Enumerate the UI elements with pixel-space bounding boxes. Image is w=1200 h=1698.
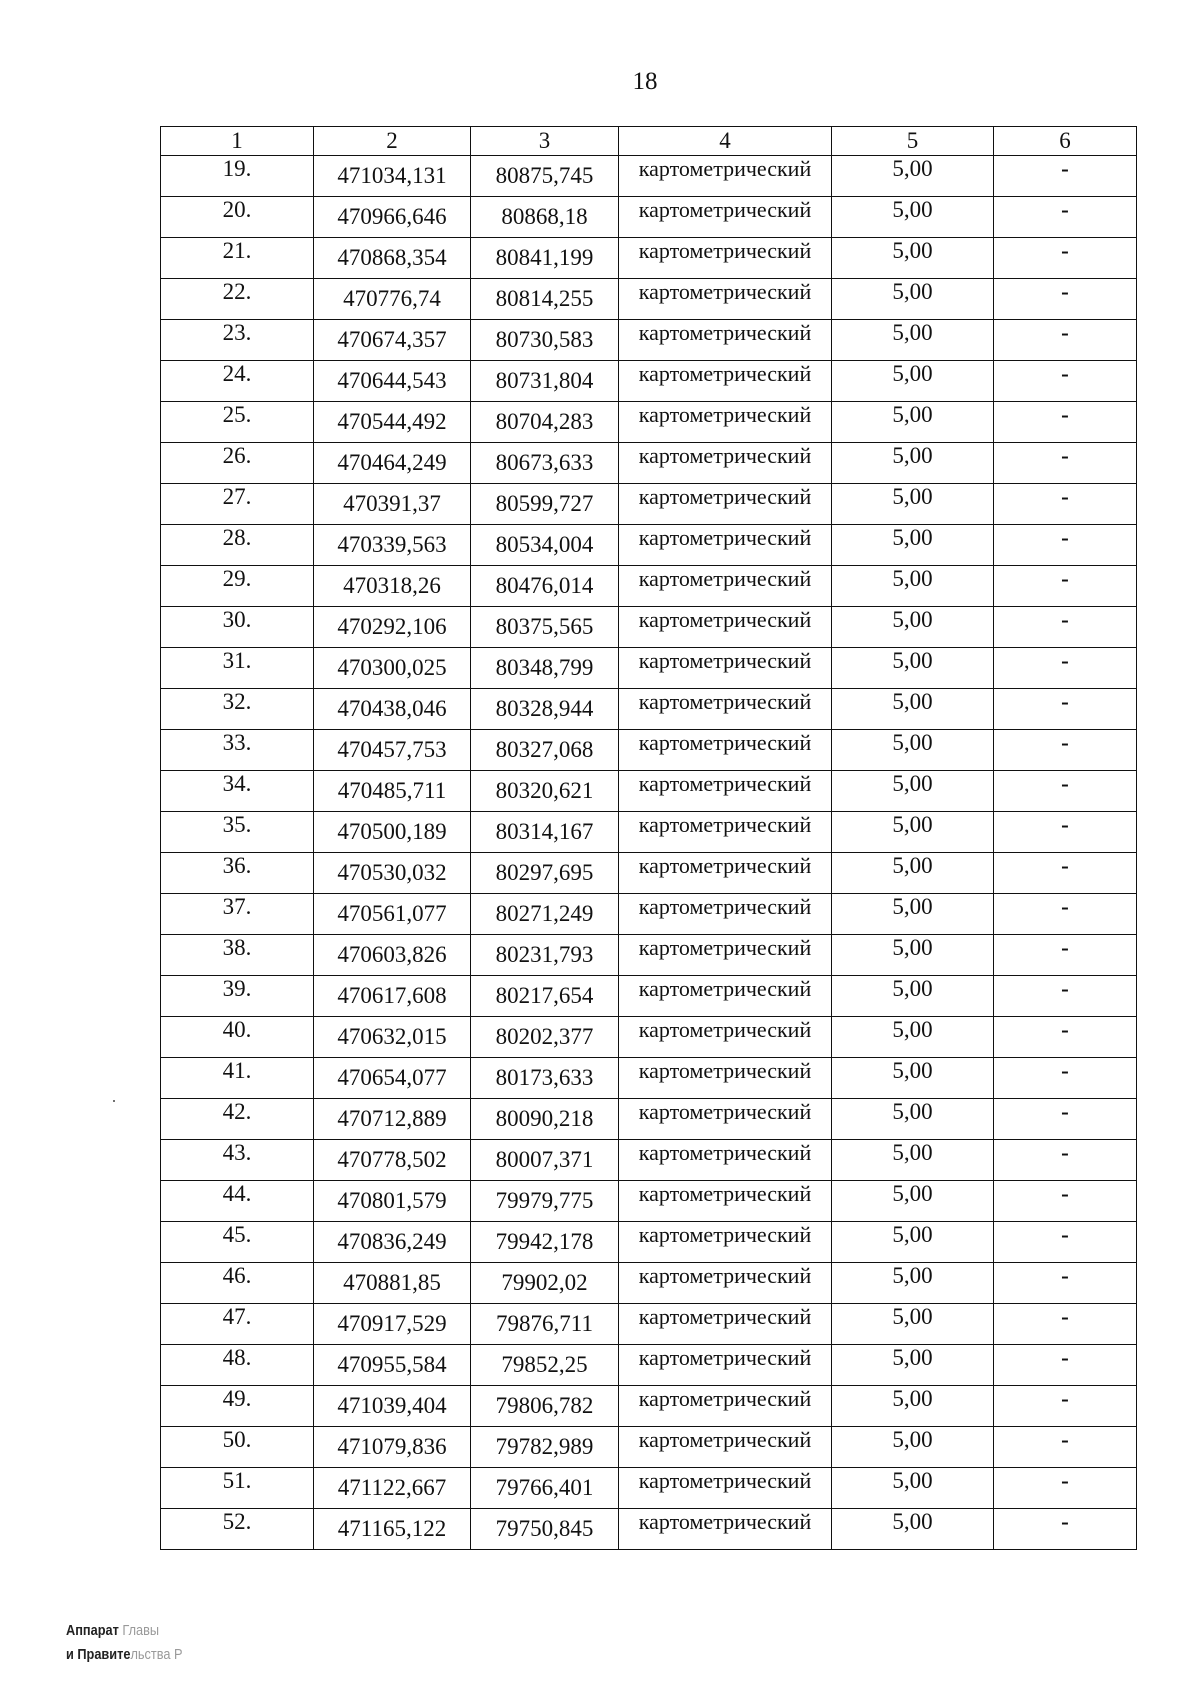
point-number-cell: 28. (161, 525, 314, 566)
coordinate-x-cell: 471079,836 (314, 1427, 471, 1468)
coordinate-y-cell: 79806,782 (471, 1386, 619, 1427)
coordinate-x-cell: 470836,249 (314, 1222, 471, 1263)
table-row (161, 935, 1137, 976)
coordinate-x-cell: 470955,584 (314, 1345, 471, 1386)
error-value-cell: 5,00 (832, 361, 994, 402)
method-cell: картометрический (619, 238, 832, 279)
point-number-cell: 37. (161, 894, 314, 935)
method-cell: картометрический (619, 361, 832, 402)
coordinate-y-cell: 79942,178 (471, 1222, 619, 1263)
note-cell: - (994, 566, 1137, 607)
coordinate-x-cell: 471034,131 (314, 156, 471, 197)
error-value-cell: 5,00 (832, 1386, 994, 1427)
note-cell: - (994, 1099, 1137, 1140)
stamp-line-1-faded: Главы (122, 1622, 160, 1639)
method-cell: картометрический (619, 976, 832, 1017)
coordinate-y-cell: 80173,633 (471, 1058, 619, 1099)
point-number-cell: 47. (161, 1304, 314, 1345)
method-cell: картометрический (619, 812, 832, 853)
table-row (161, 648, 1137, 689)
column-header-2: 2 (314, 127, 471, 156)
coordinate-x-cell: 470917,529 (314, 1304, 471, 1345)
coordinate-x-cell: 470391,37 (314, 484, 471, 525)
method-cell: картометрический (619, 1345, 832, 1386)
coordinate-x-cell: 470654,077 (314, 1058, 471, 1099)
table-row (161, 771, 1137, 812)
coordinate-x-cell: 470438,046 (314, 689, 471, 730)
coordinate-x-cell: 470881,85 (314, 1263, 471, 1304)
coordinate-x-cell: 470561,077 (314, 894, 471, 935)
point-number-cell: 34. (161, 771, 314, 812)
table-row (161, 525, 1137, 566)
coordinate-x-cell: 470778,502 (314, 1140, 471, 1181)
coordinate-x-cell: 470966,646 (314, 197, 471, 238)
point-number-cell: 51. (161, 1468, 314, 1509)
point-number-cell: 38. (161, 935, 314, 976)
table-row (161, 853, 1137, 894)
stamp (66, 1619, 183, 1667)
table-row (161, 976, 1137, 1017)
column-header-1: 1 (161, 127, 314, 156)
point-number-cell: 35. (161, 812, 314, 853)
method-cell: картометрический (619, 402, 832, 443)
table-header (161, 127, 1137, 156)
method-cell: картометрический (619, 1509, 832, 1550)
coordinate-x-cell: 470603,826 (314, 935, 471, 976)
method-cell: картометрический (619, 1304, 832, 1345)
coordinate-y-cell: 80231,793 (471, 935, 619, 976)
coordinate-y-cell: 79766,401 (471, 1468, 619, 1509)
point-number-cell: 42. (161, 1099, 314, 1140)
method-cell: картометрический (619, 1222, 832, 1263)
coordinate-y-cell: 79979,775 (471, 1181, 619, 1222)
coordinate-y-cell: 80375,565 (471, 607, 619, 648)
error-value-cell: 5,00 (832, 279, 994, 320)
coordinate-x-cell: 470617,608 (314, 976, 471, 1017)
method-cell: картометрический (619, 1017, 832, 1058)
method-cell: картометрический (619, 566, 832, 607)
coordinate-y-cell: 79876,711 (471, 1304, 619, 1345)
note-cell: - (994, 1468, 1137, 1509)
error-value-cell: 5,00 (832, 238, 994, 279)
method-cell: картометрический (619, 484, 832, 525)
note-cell: - (994, 812, 1137, 853)
method-cell: картометрический (619, 1427, 832, 1468)
error-value-cell: 5,00 (832, 1058, 994, 1099)
coordinate-x-cell: 470300,025 (314, 648, 471, 689)
coordinate-y-cell: 80217,654 (471, 976, 619, 1017)
point-number-cell: 49. (161, 1386, 314, 1427)
header-row (161, 127, 1137, 156)
error-value-cell: 5,00 (832, 689, 994, 730)
note-cell: - (994, 935, 1137, 976)
coordinate-y-cell: 80731,804 (471, 361, 619, 402)
method-cell: картометрический (619, 689, 832, 730)
column-header-6: 6 (994, 127, 1137, 156)
table-row (161, 1222, 1137, 1263)
coordinate-y-cell: 80314,167 (471, 812, 619, 853)
note-cell: - (994, 238, 1137, 279)
coordinate-x-cell: 471165,122 (314, 1509, 471, 1550)
method-cell: картометрический (619, 525, 832, 566)
table-row (161, 156, 1137, 197)
coordinate-y-cell: 80814,255 (471, 279, 619, 320)
coordinate-x-cell: 470318,26 (314, 566, 471, 607)
point-number-cell: 21. (161, 238, 314, 279)
note-cell: - (994, 1058, 1137, 1099)
error-value-cell: 5,00 (832, 1427, 994, 1468)
note-cell: - (994, 320, 1137, 361)
table-row (161, 1099, 1137, 1140)
note-cell: - (994, 1222, 1137, 1263)
table-body (161, 156, 1137, 1550)
coordinate-x-cell: 471122,667 (314, 1468, 471, 1509)
note-cell: - (994, 771, 1137, 812)
coordinate-x-cell: 470632,015 (314, 1017, 471, 1058)
error-value-cell: 5,00 (832, 197, 994, 238)
coordinate-y-cell: 79750,845 (471, 1509, 619, 1550)
method-cell: картометрический (619, 771, 832, 812)
note-cell: - (994, 402, 1137, 443)
error-value-cell: 5,00 (832, 1304, 994, 1345)
note-cell: - (994, 1263, 1137, 1304)
coordinate-x-cell: 470292,106 (314, 607, 471, 648)
coordinate-y-cell: 80327,068 (471, 730, 619, 771)
coordinates-table (160, 126, 1137, 1550)
point-number-cell: 22. (161, 279, 314, 320)
stamp-line-2-faded: льства Р (130, 1646, 183, 1663)
table-row (161, 402, 1137, 443)
point-number-cell: 30. (161, 607, 314, 648)
note-cell: - (994, 730, 1137, 771)
coordinate-y-cell: 80271,249 (471, 894, 619, 935)
method-cell: картометрический (619, 1058, 832, 1099)
error-value-cell: 5,00 (832, 812, 994, 853)
point-number-cell: 48. (161, 1345, 314, 1386)
table-row (161, 361, 1137, 402)
note-cell: - (994, 648, 1137, 689)
point-number-cell: 46. (161, 1263, 314, 1304)
coordinate-y-cell: 80868,18 (471, 197, 619, 238)
table-row (161, 1345, 1137, 1386)
coordinate-y-cell: 80348,799 (471, 648, 619, 689)
stamp-line-1-bold: Аппарат (66, 1622, 119, 1639)
coordinate-y-cell: 80673,633 (471, 443, 619, 484)
point-number-cell: 44. (161, 1181, 314, 1222)
table-row (161, 1427, 1137, 1468)
error-value-cell: 5,00 (832, 648, 994, 689)
point-number-cell: 45. (161, 1222, 314, 1263)
error-value-cell: 5,00 (832, 976, 994, 1017)
table-row (161, 320, 1137, 361)
method-cell: картометрический (619, 1263, 832, 1304)
method-cell: картометрический (619, 1386, 832, 1427)
error-value-cell: 5,00 (832, 935, 994, 976)
note-cell: - (994, 894, 1137, 935)
point-number-cell: 24. (161, 361, 314, 402)
scan-speck (113, 1100, 115, 1102)
table-row (161, 279, 1137, 320)
point-number-cell: 26. (161, 443, 314, 484)
note-cell: - (994, 484, 1137, 525)
coordinate-x-cell: 470801,579 (314, 1181, 471, 1222)
coordinate-y-cell: 80599,727 (471, 484, 619, 525)
point-number-cell: 32. (161, 689, 314, 730)
stamp-line-2 (66, 1643, 183, 1667)
note-cell: - (994, 1304, 1137, 1345)
method-cell: картометрический (619, 197, 832, 238)
table-row (161, 1468, 1137, 1509)
table-row (161, 1386, 1137, 1427)
error-value-cell: 5,00 (832, 443, 994, 484)
point-number-cell: 52. (161, 1509, 314, 1550)
coordinate-x-cell: 470485,711 (314, 771, 471, 812)
coordinate-y-cell: 80320,621 (471, 771, 619, 812)
coordinate-y-cell: 80841,199 (471, 238, 619, 279)
point-number-cell: 20. (161, 197, 314, 238)
coordinate-y-cell: 80202,377 (471, 1017, 619, 1058)
method-cell: картометрический (619, 607, 832, 648)
error-value-cell: 5,00 (832, 1222, 994, 1263)
coordinate-y-cell: 79902,02 (471, 1263, 619, 1304)
method-cell: картометрический (619, 156, 832, 197)
error-value-cell: 5,00 (832, 894, 994, 935)
coordinate-y-cell: 80730,583 (471, 320, 619, 361)
coordinate-x-cell: 470776,74 (314, 279, 471, 320)
error-value-cell: 5,00 (832, 1181, 994, 1222)
method-cell: картометрический (619, 853, 832, 894)
note-cell: - (994, 1140, 1137, 1181)
coordinate-x-cell: 470457,753 (314, 730, 471, 771)
error-value-cell: 5,00 (832, 607, 994, 648)
coordinate-y-cell: 80476,014 (471, 566, 619, 607)
method-cell: картометрический (619, 443, 832, 484)
error-value-cell: 5,00 (832, 1468, 994, 1509)
error-value-cell: 5,00 (832, 1099, 994, 1140)
table-row (161, 1140, 1137, 1181)
point-number-cell: 33. (161, 730, 314, 771)
note-cell: - (994, 1509, 1137, 1550)
coordinate-x-cell: 470544,492 (314, 402, 471, 443)
table-row (161, 1263, 1137, 1304)
coordinate-y-cell: 80328,944 (471, 689, 619, 730)
note-cell: - (994, 197, 1137, 238)
column-header-5: 5 (832, 127, 994, 156)
coordinate-y-cell: 80875,745 (471, 156, 619, 197)
coordinate-x-cell: 470339,563 (314, 525, 471, 566)
error-value-cell: 5,00 (832, 1509, 994, 1550)
note-cell: - (994, 443, 1137, 484)
error-value-cell: 5,00 (832, 484, 994, 525)
point-number-cell: 27. (161, 484, 314, 525)
table-row (161, 443, 1137, 484)
table-row (161, 197, 1137, 238)
error-value-cell: 5,00 (832, 566, 994, 607)
table-row (161, 730, 1137, 771)
table-row (161, 894, 1137, 935)
coordinate-x-cell: 470644,543 (314, 361, 471, 402)
table-row (161, 1017, 1137, 1058)
note-cell: - (994, 1386, 1137, 1427)
error-value-cell: 5,00 (832, 320, 994, 361)
table-row (161, 484, 1137, 525)
error-value-cell: 5,00 (832, 1345, 994, 1386)
coordinate-x-cell: 470530,032 (314, 853, 471, 894)
table-row (161, 1181, 1137, 1222)
note-cell: - (994, 279, 1137, 320)
method-cell: картометрический (619, 894, 832, 935)
point-number-cell: 29. (161, 566, 314, 607)
error-value-cell: 5,00 (832, 402, 994, 443)
coordinate-y-cell: 80534,004 (471, 525, 619, 566)
coordinate-y-cell: 79782,989 (471, 1427, 619, 1468)
table-row (161, 566, 1137, 607)
note-cell: - (994, 1345, 1137, 1386)
note-cell: - (994, 689, 1137, 730)
coordinate-y-cell: 80704,283 (471, 402, 619, 443)
table-row (161, 812, 1137, 853)
error-value-cell: 5,00 (832, 1017, 994, 1058)
note-cell: - (994, 853, 1137, 894)
note-cell: - (994, 1427, 1137, 1468)
note-cell: - (994, 607, 1137, 648)
coordinate-x-cell: 470500,189 (314, 812, 471, 853)
coordinate-y-cell: 80090,218 (471, 1099, 619, 1140)
note-cell: - (994, 1181, 1137, 1222)
table-row (161, 1058, 1137, 1099)
note-cell: - (994, 525, 1137, 566)
method-cell: картометрический (619, 648, 832, 689)
point-number-cell: 50. (161, 1427, 314, 1468)
note-cell: - (994, 1017, 1137, 1058)
note-cell: - (994, 976, 1137, 1017)
stamp-line-2-bold: и Правите (66, 1646, 131, 1663)
point-number-cell: 39. (161, 976, 314, 1017)
point-number-cell: 25. (161, 402, 314, 443)
error-value-cell: 5,00 (832, 771, 994, 812)
coordinate-x-cell: 470712,889 (314, 1099, 471, 1140)
error-value-cell: 5,00 (832, 1140, 994, 1181)
point-number-cell: 23. (161, 320, 314, 361)
table-row (161, 607, 1137, 648)
error-value-cell: 5,00 (832, 156, 994, 197)
point-number-cell: 41. (161, 1058, 314, 1099)
method-cell: картометрический (619, 279, 832, 320)
coordinate-x-cell: 470674,357 (314, 320, 471, 361)
table-row (161, 689, 1137, 730)
coordinate-x-cell: 470868,354 (314, 238, 471, 279)
table-row (161, 238, 1137, 279)
point-number-cell: 31. (161, 648, 314, 689)
point-number-cell: 43. (161, 1140, 314, 1181)
table-row (161, 1509, 1137, 1550)
coordinate-y-cell: 79852,25 (471, 1345, 619, 1386)
column-header-3: 3 (471, 127, 619, 156)
method-cell: картометрический (619, 935, 832, 976)
error-value-cell: 5,00 (832, 730, 994, 771)
method-cell: картометрический (619, 730, 832, 771)
error-value-cell: 5,00 (832, 853, 994, 894)
note-cell: - (994, 361, 1137, 402)
method-cell: картометрический (619, 1099, 832, 1140)
error-value-cell: 5,00 (832, 1263, 994, 1304)
table-row (161, 1304, 1137, 1345)
stamp-line-1 (66, 1619, 183, 1643)
method-cell: картометрический (619, 1181, 832, 1222)
method-cell: картометрический (619, 1468, 832, 1509)
coordinate-x-cell: 471039,404 (314, 1386, 471, 1427)
coordinate-x-cell: 470464,249 (314, 443, 471, 484)
page-number: 18 (632, 68, 658, 95)
method-cell: картометрический (619, 320, 832, 361)
error-value-cell: 5,00 (832, 525, 994, 566)
point-number-cell: 36. (161, 853, 314, 894)
column-header-4: 4 (619, 127, 832, 156)
point-number-cell: 19. (161, 156, 314, 197)
note-cell: - (994, 156, 1137, 197)
coordinate-y-cell: 80007,371 (471, 1140, 619, 1181)
coordinate-y-cell: 80297,695 (471, 853, 619, 894)
method-cell: картометрический (619, 1140, 832, 1181)
point-number-cell: 40. (161, 1017, 314, 1058)
